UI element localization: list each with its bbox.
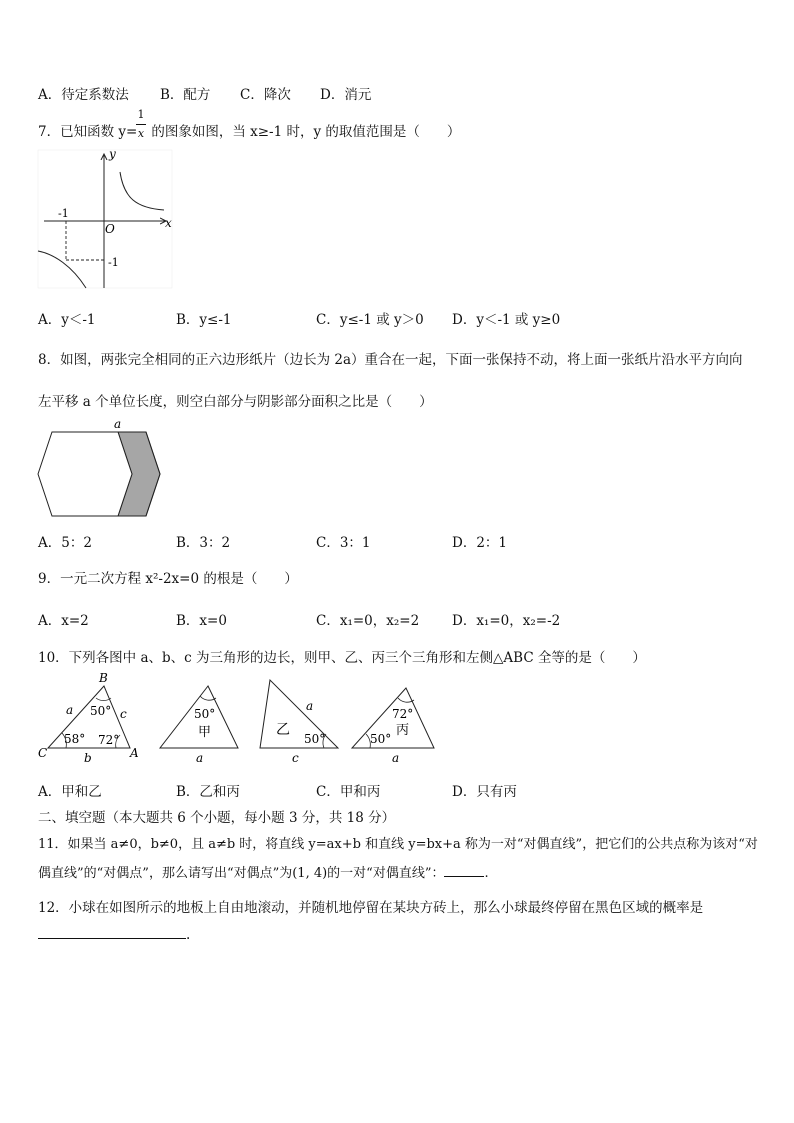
jia-side-label: a bbox=[196, 751, 204, 765]
q7-option-b: B．y≤-1 bbox=[176, 312, 232, 328]
bing-angle1-label: 72° bbox=[392, 707, 414, 721]
x-axis-label: x bbox=[165, 216, 172, 230]
side-c-label: c bbox=[120, 707, 127, 721]
q12-answer-line: . bbox=[38, 926, 190, 943]
q9-option-a: A．x=2 bbox=[38, 613, 89, 629]
q7-fraction-denominator: x bbox=[137, 127, 145, 140]
q11-stem-line1: 11．如果当 a≠0，b≠0，且 a≠b 时，将直线 y=ax+b 和直线 y=bx+a 称为一对“对偶直线”，把它们的公共点称为该对“对 bbox=[38, 837, 758, 852]
q7-graph bbox=[36, 147, 196, 290]
vertex-a: A bbox=[130, 746, 139, 760]
y-axis-label: y bbox=[109, 147, 116, 161]
q10-option-b: B．乙和丙 bbox=[176, 784, 240, 800]
neg-one-y-label: -1 bbox=[108, 256, 119, 269]
q9-stem: 9．一元二次方程 x²-2x=0 的根是（ ） bbox=[38, 571, 298, 587]
q7-fraction-bar bbox=[136, 124, 146, 125]
neg-one-x-label: -1 bbox=[58, 207, 69, 220]
q6-option-c: C．降次 bbox=[240, 87, 291, 103]
q7-fraction-numerator: 1 bbox=[137, 108, 145, 121]
q7-option-c: C．y≤-1 或 y＞0 bbox=[316, 312, 424, 328]
q8-option-c: C．3：1 bbox=[316, 535, 371, 551]
q9-option-b: B．x=0 bbox=[176, 613, 227, 629]
hyperbola-branch-q1 bbox=[120, 172, 164, 210]
q12-answer-blank[interactable] bbox=[38, 926, 186, 939]
section-heading-fill-in: 二、填空题（本大题共 6 个小题，每小题 3 分，共 18 分） bbox=[38, 810, 396, 826]
q9-option-d: D．x₁=0，x₂=-2 bbox=[452, 613, 561, 629]
top-hexagon bbox=[38, 432, 132, 516]
jia-angle-label: 50° bbox=[194, 707, 216, 721]
yi-name: 乙 bbox=[276, 722, 290, 738]
q8-option-a: A．5：2 bbox=[38, 535, 92, 551]
origin-label: O bbox=[105, 222, 115, 236]
triangle-yi bbox=[260, 680, 338, 748]
bing-side-label: a bbox=[392, 751, 400, 765]
yi-side-c-label: c bbox=[292, 751, 299, 765]
jia-name: 甲 bbox=[198, 725, 212, 740]
q11-stem-line2: 偶直线”的“对偶点”，那么请写出“对偶点”为(1, 4)的一对“对偶直线”： . bbox=[38, 866, 489, 881]
q7-option-a: A．y＜-1 bbox=[38, 312, 96, 328]
hyperbola-branch-q3 bbox=[38, 251, 86, 288]
q6-option-d: D．消元 bbox=[320, 87, 372, 103]
yi-side-a-label: a bbox=[306, 699, 314, 713]
bing-name: 丙 bbox=[396, 723, 410, 738]
angle-b-label: 50° bbox=[90, 704, 112, 718]
q10-stem: 10．下列各图中 a、b、c 为三角形的边长，则甲、乙、丙三个三角形和左侧△ABC 全等的是（ ） bbox=[38, 650, 646, 666]
q10-option-d: D．只有丙 bbox=[452, 784, 517, 800]
yi-angle-label: 50° bbox=[304, 732, 326, 746]
q8-hexagon-figure bbox=[36, 418, 166, 518]
bing-angle2-label: 50° bbox=[370, 732, 392, 746]
q8-option-b: B．3：2 bbox=[176, 535, 231, 551]
q10-triangles-figure bbox=[36, 668, 456, 768]
angle-a-label: 72° bbox=[98, 733, 120, 747]
q11-answer-blank[interactable] bbox=[444, 864, 484, 877]
q12-stem: 12．小球在如图所示的地板上自由地滚动，并随机地停留在某块方砖上，那么小球最终停留在黑色区域的概率是 bbox=[38, 900, 704, 916]
q7-stem: 7．已知函数 y= 的图象如图，当 x≥-1 时，y 的取值范围是（ ） bbox=[38, 124, 461, 140]
q9-option-c: C．x₁=0，x₂=2 bbox=[316, 613, 420, 629]
q7-option-d: D．y＜-1 或 y≥0 bbox=[452, 312, 561, 328]
side-a-label: a bbox=[66, 703, 74, 717]
shift-label: a bbox=[114, 417, 122, 431]
q8-stem-line2: 左平移 a 个单位长度，则空白部分与阴影部分面积之比是（ ） bbox=[38, 394, 433, 410]
q8-option-d: D．2：1 bbox=[452, 535, 508, 551]
side-b-label: b bbox=[84, 751, 92, 765]
q6-option-a: A．待定系数法 bbox=[38, 87, 129, 103]
vertex-c: C bbox=[38, 746, 48, 760]
q10-option-a: A．甲和乙 bbox=[38, 784, 102, 800]
vertex-b: B bbox=[99, 671, 108, 685]
q6-option-b: B．配方 bbox=[160, 87, 211, 103]
angle-c-label: 58° bbox=[64, 732, 86, 746]
q8-stem-line1: 8．如图，两张完全相同的正六边形纸片（边长为 2a）重合在一起，下面一张保持不动，将上面一张纸片沿水平方向向 bbox=[38, 352, 743, 368]
q10-option-c: C．甲和丙 bbox=[316, 784, 381, 800]
